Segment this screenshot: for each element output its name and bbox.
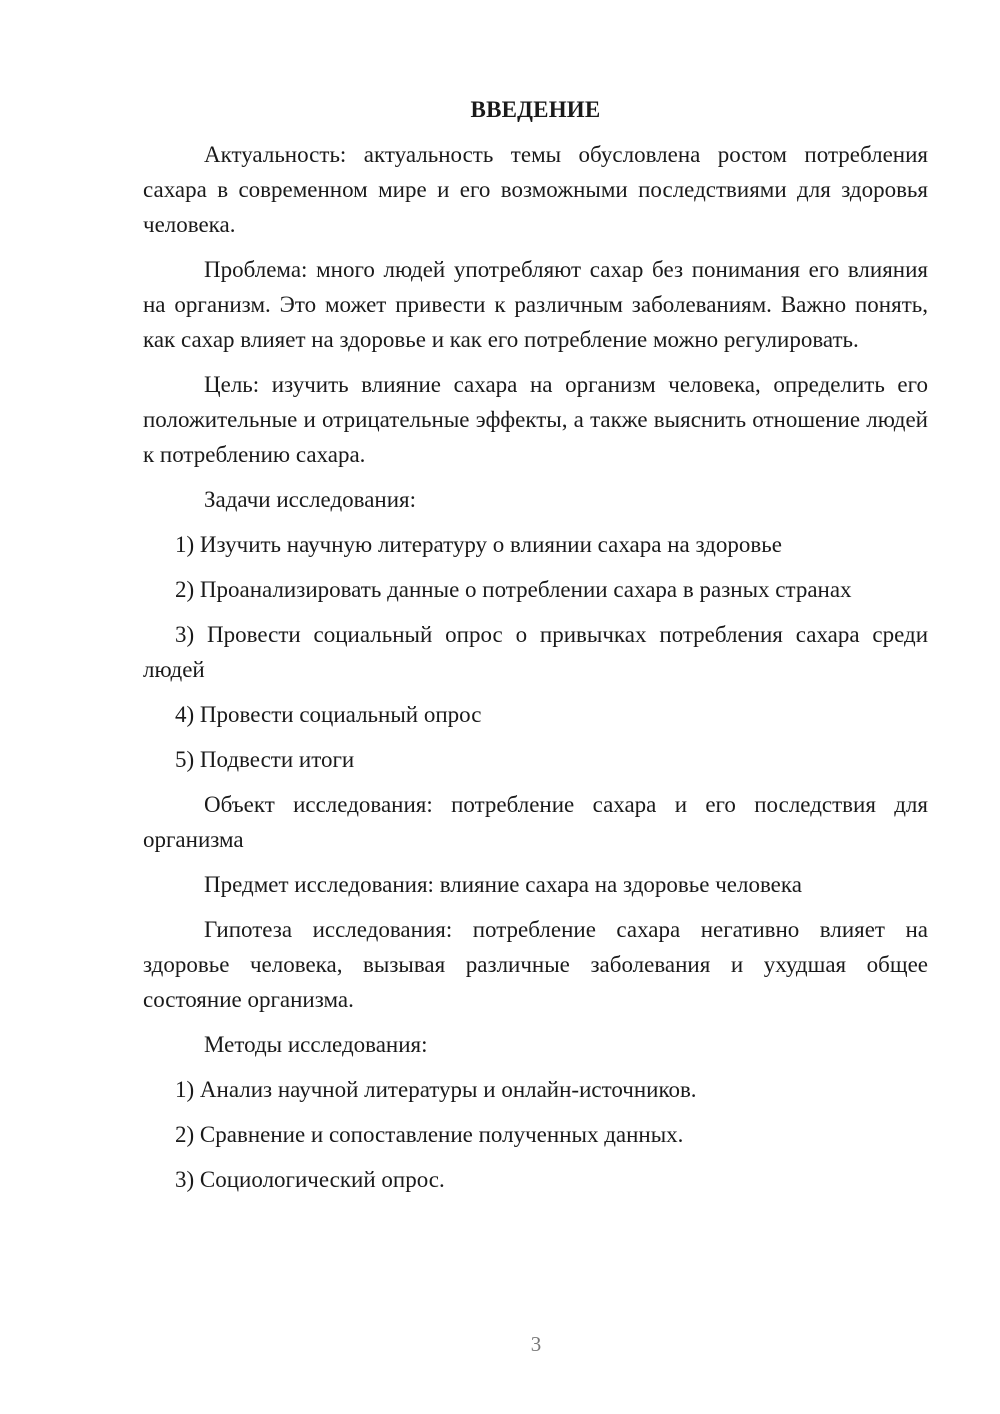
research-subject-paragraph: Предмет исследования: влияние сахара на здоровье человека <box>204 872 802 897</box>
hypothesis-paragraph: Гипотеза исследования: потребление сахара негативно влияет на здоровье человека, вызывая различные заболевания и ухудшая общее состояние организма. <box>143 917 928 1012</box>
section-title: ВВЕДЕНИЕ <box>470 97 601 122</box>
task-item-4: 4) Провести социальный опрос <box>175 702 482 727</box>
relevance-paragraph: Актуальность: актуальность темы обусловлена ростом потребления сахара в современном мире и его возможными последствиями для здоровья человека. <box>143 142 928 237</box>
tasks-heading: Задачи исследования: <box>204 487 417 512</box>
problem-paragraph: Проблема: много людей употребляют сахар без понимания его влияния на организм. Это может привести к различным заболеваниям. Важно понять, как сахар влияет на здоровье и как его потребление можно регулировать. <box>143 257 928 352</box>
method-item-3: 3) Социологический опрос. <box>175 1167 445 1192</box>
task-item-5: 5) Подвести итоги <box>175 747 355 772</box>
page-number: 3 <box>530 1332 542 1356</box>
research-object-paragraph: Объект исследования: потребление сахара и его последствия для организма <box>143 792 928 852</box>
goal-paragraph: Цель: изучить влияние сахара на организм человека, определить его положительные и отрицательные эффекты, а также выяснить отношение людей к потреблению сахара. <box>143 372 928 467</box>
methods-heading: Методы исследования: <box>204 1032 428 1057</box>
task-item-3: 3) Провести социальный опрос о привычках потребления сахара среди людей <box>143 622 928 682</box>
method-item-2: 2) Сравнение и сопоставление полученных данных. <box>175 1122 684 1147</box>
task-item-1: 1) Изучить научную литературу о влиянии сахара на здоровье <box>175 532 782 557</box>
method-item-1: 1) Анализ научной литературы и онлайн-источников. <box>175 1077 697 1102</box>
task-item-2: 2) Проанализировать данные о потреблении сахара в разных странах <box>175 577 852 602</box>
page-content <box>143 92 928 1207</box>
